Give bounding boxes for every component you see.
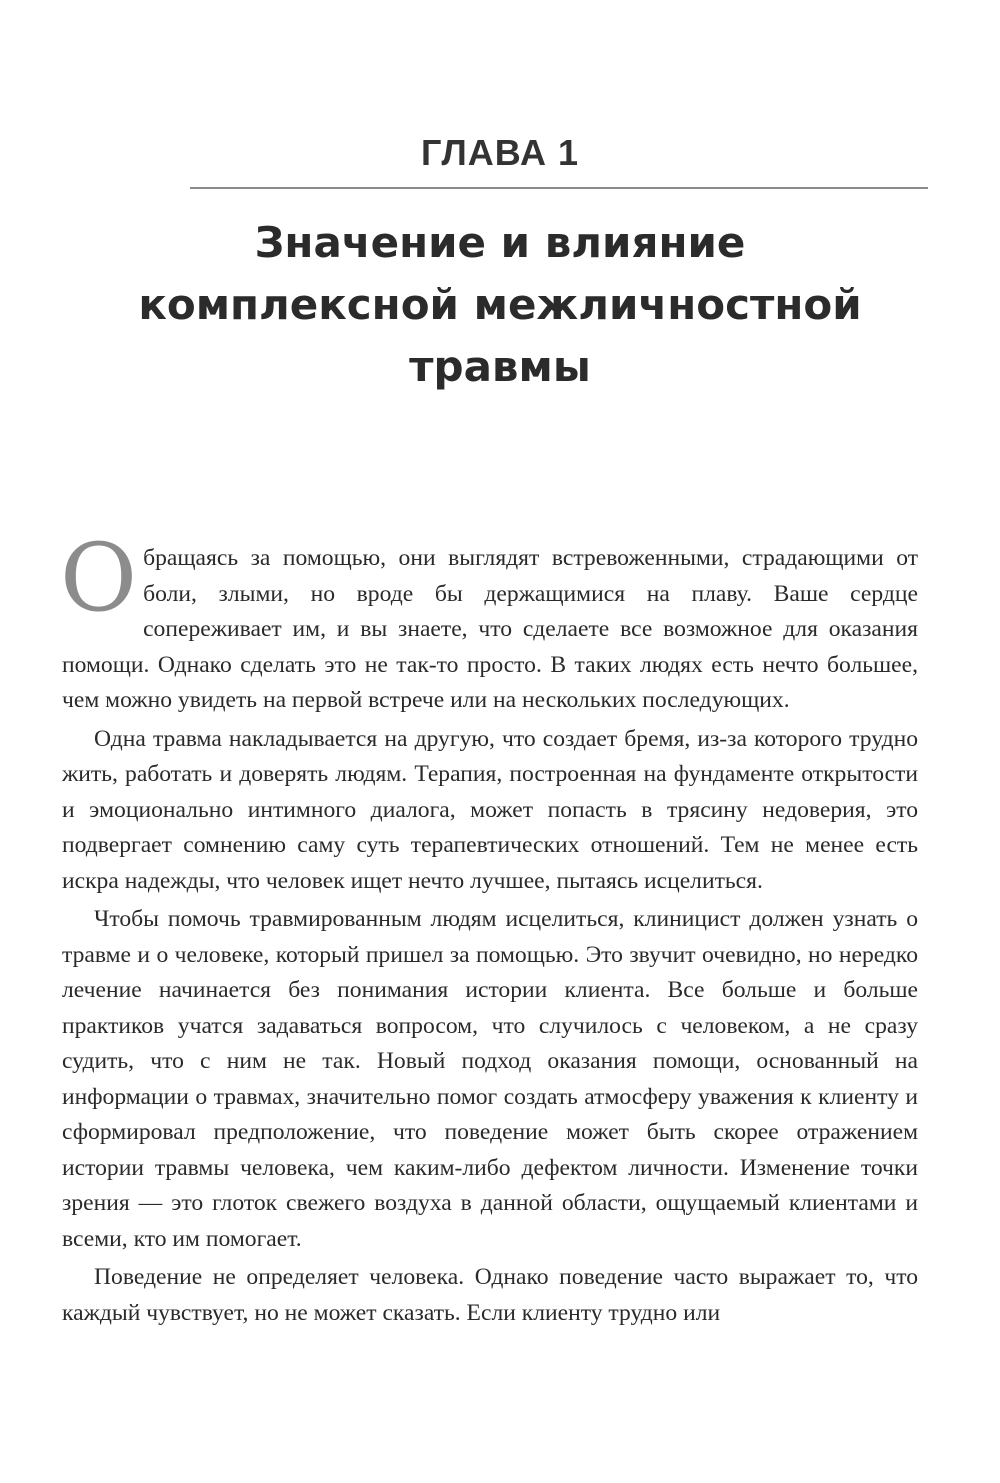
paragraph — [60, 524, 918, 719]
paragraph: Чтобы помочь травмированным людям исцелиться, клиницист должен узнать о травме и о человеке, который пришел за помощью. Это звучит очевидно, но нередко лечение начинается без понимания истории клиента. Все больше и больше практиков учатся задаваться вопросом, что случилось с человеком, а не сразу судить, что с ним не так. Новый подход оказания помощи, основанный на информации о травмах, значительно помог создать атмосферу уважения к клиенту и сформировал предположение, что поведение может быть скорее отражением истории травмы человека, чем каким-либо дефектом личности. Изменение точки зрения — это глоток свежего воздуха в данной области, ощущаемый клиентами и всеми, кто им помогает. — [62, 906, 918, 1252]
chapter-label: ГЛАВА 1 — [421, 132, 579, 173]
chapter-title-line: Значение и влияние — [254, 218, 746, 267]
chapter-title-line: комплексной межличностной — [138, 280, 862, 329]
paragraph-text: бращаясь за помощью, они выглядят встревоженными, страдающими от боли, злыми, но вроде бы держащимися на плаву. Ваше сердце сопереживает им, и вы знаете, что сделаете все возможное для оказания помощи. Однако сделать это не так-то просто. В таких людях есть нечто большее, чем можно увидеть на первой встрече или на нескольких последующих. — [62, 545, 918, 713]
body-text — [60, 524, 918, 1334]
chapter-title-line: травмы — [409, 342, 591, 391]
paragraph: Поведение не определяет человека. Однако поведение часто выражает то, что каждый чувствует, но не может сказать. Если клиенту трудно или — [62, 1264, 918, 1326]
chapter-title — [0, 212, 1000, 398]
chapter-divider — [190, 187, 928, 189]
paragraph: Одна травма накладывается на другую, что создает бремя, из-за которого трудно жить, работать и доверять людям. Терапия, построенная на фундаменте открытости и эмоционально интимного диалога, может попасть в трясину недоверия, это подвергает сомнению саму суть терапевтических отношений. Тем не менее есть искра надежды, что человек ищет нечто лучшее, пытаясь исцелиться. — [62, 725, 918, 894]
drop-cap: О — [60, 524, 138, 633]
